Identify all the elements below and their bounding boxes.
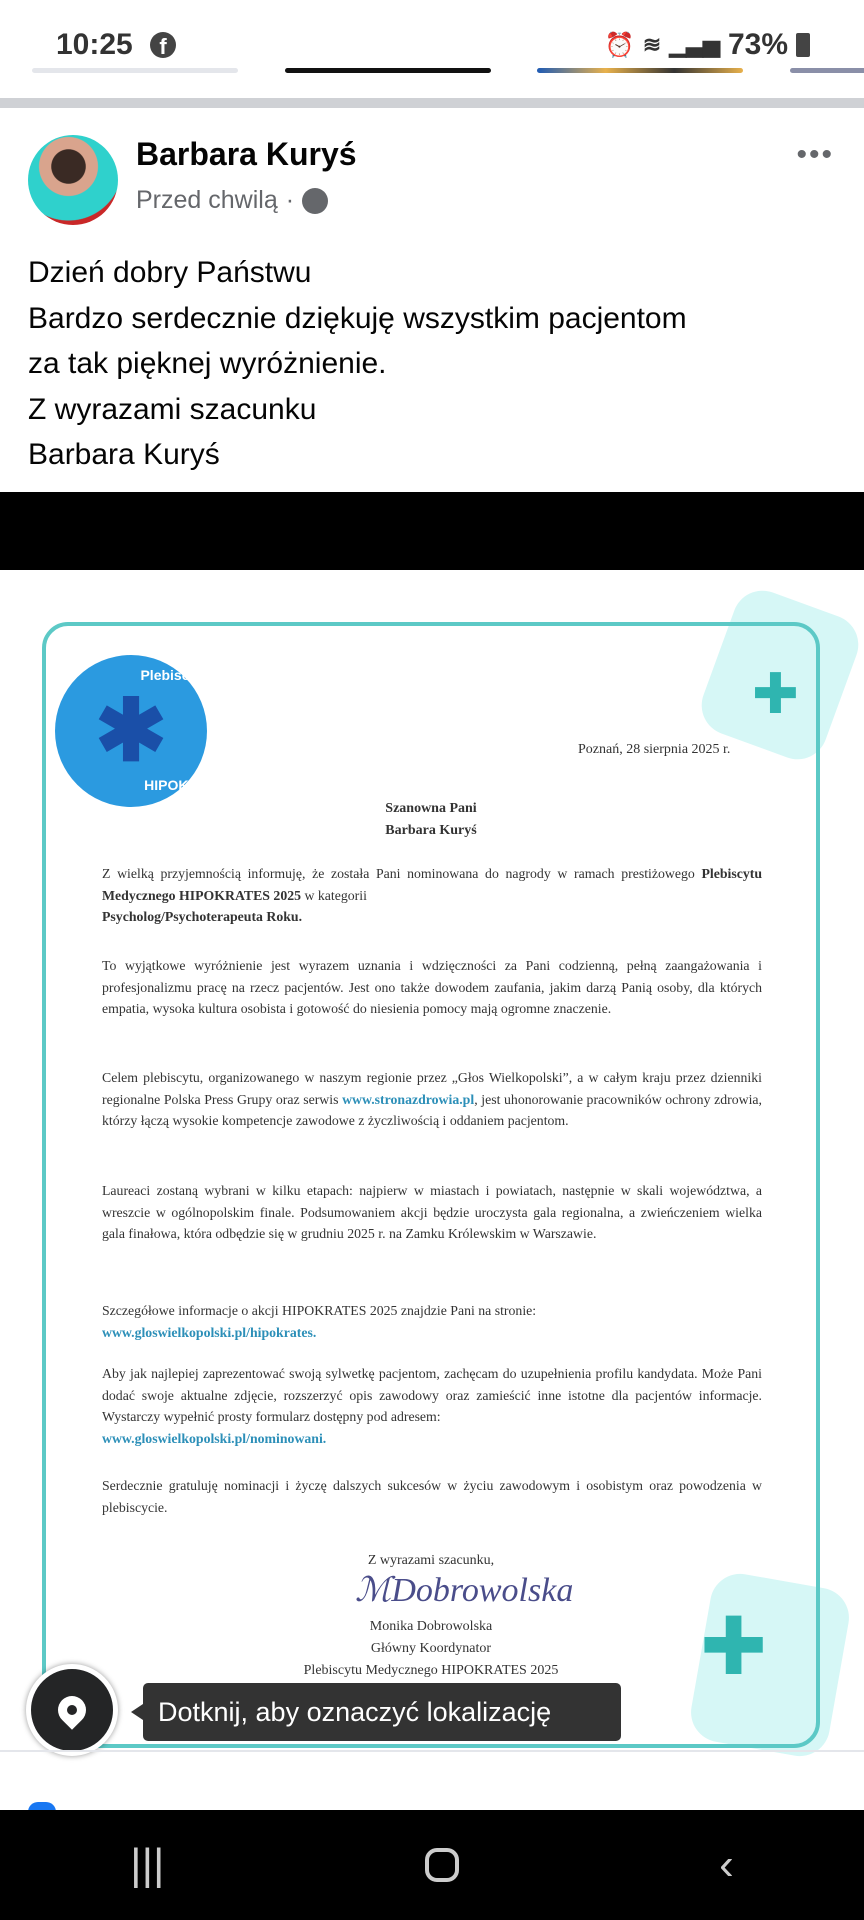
letter-date: Poznań, 28 sierpnia 2025 r. (578, 742, 731, 757)
signature: ℳDobrowolska (355, 1572, 574, 1609)
map-pin-icon (52, 1690, 92, 1730)
link: www.gloswielkopolski.pl/nominowani. (102, 1430, 327, 1446)
status-bar (0, 0, 864, 96)
post-line: Dzień dobry Państwu (28, 256, 312, 289)
star-of-life-icon: ✱ (94, 683, 168, 779)
location-tooltip[interactable]: Dotknij, aby oznaczyć lokalizację (143, 1683, 621, 1741)
letter-paragraph: Laureaci zostaną wybrani w kilku etapach: najpierw w miastach i powiatach, następnie w skali województwa, a wreszcie w ogólnopolskim finale. Podsumowaniem akcji będzie uroczysta gala regionalna, a zwieńczeniem wielka gala finałowa, która odbędzie się w grudniu 2025 r. na Zamku Królewskim w Warszawie. (102, 1183, 762, 1242)
post-line: Barbara Kuryś (28, 438, 220, 471)
salutation: Szanowna Pani (385, 801, 477, 816)
post-meta (136, 186, 328, 215)
letter-paragraph: Szczegółowe informacje o akcji HIPOKRATES 2025 znajdzie Pani na stronie: www.gloswielkopolski.pl/hipokrates. (102, 1303, 537, 1340)
letter-paragraph: Serdecznie gratuluję nominacji i życzę dalszych sukcesów w życiu zawodowym i osobistym oraz powodzenia w plebiscycie. (102, 1478, 762, 1515)
signal-icon: ▁▃▅ (669, 32, 720, 57)
closing: Z wyrazami szacunku, (367, 1553, 495, 1568)
link: www.stronazdrowia.pl (342, 1091, 475, 1107)
facebook-notification-icon: f (150, 32, 176, 58)
divider (0, 1750, 864, 1752)
letter-paragraph: Z wielką przyjemnością informuję, że została Pani nominowana do nagrody w ramach prestiżowego Plebiscytu Medycznego HIPOKRATES 2025 w kategorii Psycholog/Psychoterapeuta Roku. (102, 866, 762, 925)
cross-outline-icon: ✚ (752, 662, 799, 727)
more-options-button[interactable]: ••• (796, 138, 834, 171)
avatar[interactable] (28, 135, 118, 225)
wifi-icon: ≋ (642, 32, 662, 57)
logo-text: Plebiscyt medyczny (140, 667, 274, 683)
post-image-letter[interactable] (0, 570, 864, 1750)
letter-paragraph: To wyjątkowe wyróżnienie jest wyrazem uznania i wdzięczności za Pani codzienną, pełną zaangażowania i profesjonalizmu pracę na rzecz pacjentów. Jest ono także dowodem zaufania, jakim darzą Panią osoby, dla których empatia, wysoka kultura osobista i gotowość do niesienia pomocy mają ogromne znaczenie. (102, 958, 762, 1017)
battery-icon (796, 33, 810, 57)
globe-icon (302, 188, 328, 214)
author-name[interactable]: Barbara Kuryś (136, 136, 357, 172)
recent-apps-button[interactable]: ||| (130, 1840, 165, 1889)
image-letterbox (0, 492, 864, 570)
signer-name: Monika Dobrowolska (369, 1619, 493, 1634)
story-edge (537, 68, 743, 73)
logo-text: HIPOKRATES 2025 (144, 777, 270, 793)
clock: 10:25 (56, 28, 133, 61)
cross-outline-icon: ✚ (700, 1600, 768, 1693)
home-button[interactable] (425, 1848, 459, 1882)
hipokrates-logo (55, 655, 274, 807)
signer-org: Plebiscytu Medycznego HIPOKRATES 2025 (303, 1663, 559, 1678)
recipient-name: Barbara Kuryś (385, 823, 477, 838)
letter-paragraph: Celem plebiscytu, organizowanego w naszym regionie przez „Głos Wielkopolski”, a w całym kraju przez dzienniki regionalne Polska Press Grupy oraz serwis www.stronazdrowia.pl, jest uhonorowanie pracowników ochrony zdrowia, którzy łączą wysokie kompetencje zawodowe z życzliwością i oddaniem pacjentom. (102, 1070, 762, 1129)
post-time[interactable]: Przed chwilą (136, 186, 278, 214)
story-edge (285, 68, 491, 73)
back-button[interactable]: ‹ (719, 1840, 734, 1889)
story-edge (32, 68, 238, 73)
post-text (28, 250, 687, 478)
signer-role: Główny Koordynator (370, 1641, 492, 1656)
navigation-bar (0, 1810, 864, 1920)
divider (0, 98, 864, 108)
link: www.gloswielkopolski.pl/hipokrates. (102, 1324, 317, 1340)
tag-location-button[interactable] (26, 1664, 118, 1756)
separator: · (285, 186, 295, 214)
letter-paragraph: Aby jak najlepiej zaprezentować swoją sylwetkę pacjentom, zachęcam do uzupełnienia profilu kandydata. Może Pani dodać swoje aktualne zdjęcie, rozszerzyć opis zawodowy oraz zamieścić inne istotne dla pacjentów informacje. Wystarczy wypełnić prosty formularz dostępny pod adresem: www.gloswielkopolski.pl/nominowani. (102, 1366, 762, 1446)
post-line: za tak pięknej wyróżnienie. (28, 347, 387, 380)
post-line: Z wyrazami szacunku (28, 392, 317, 426)
story-edge (790, 68, 864, 73)
battery-percent: 73% (727, 28, 788, 61)
post-line: Bardzo serdecznie dziękuję wszystkim pacjentom (28, 301, 687, 335)
alarm-icon: ⏰ (604, 31, 635, 59)
